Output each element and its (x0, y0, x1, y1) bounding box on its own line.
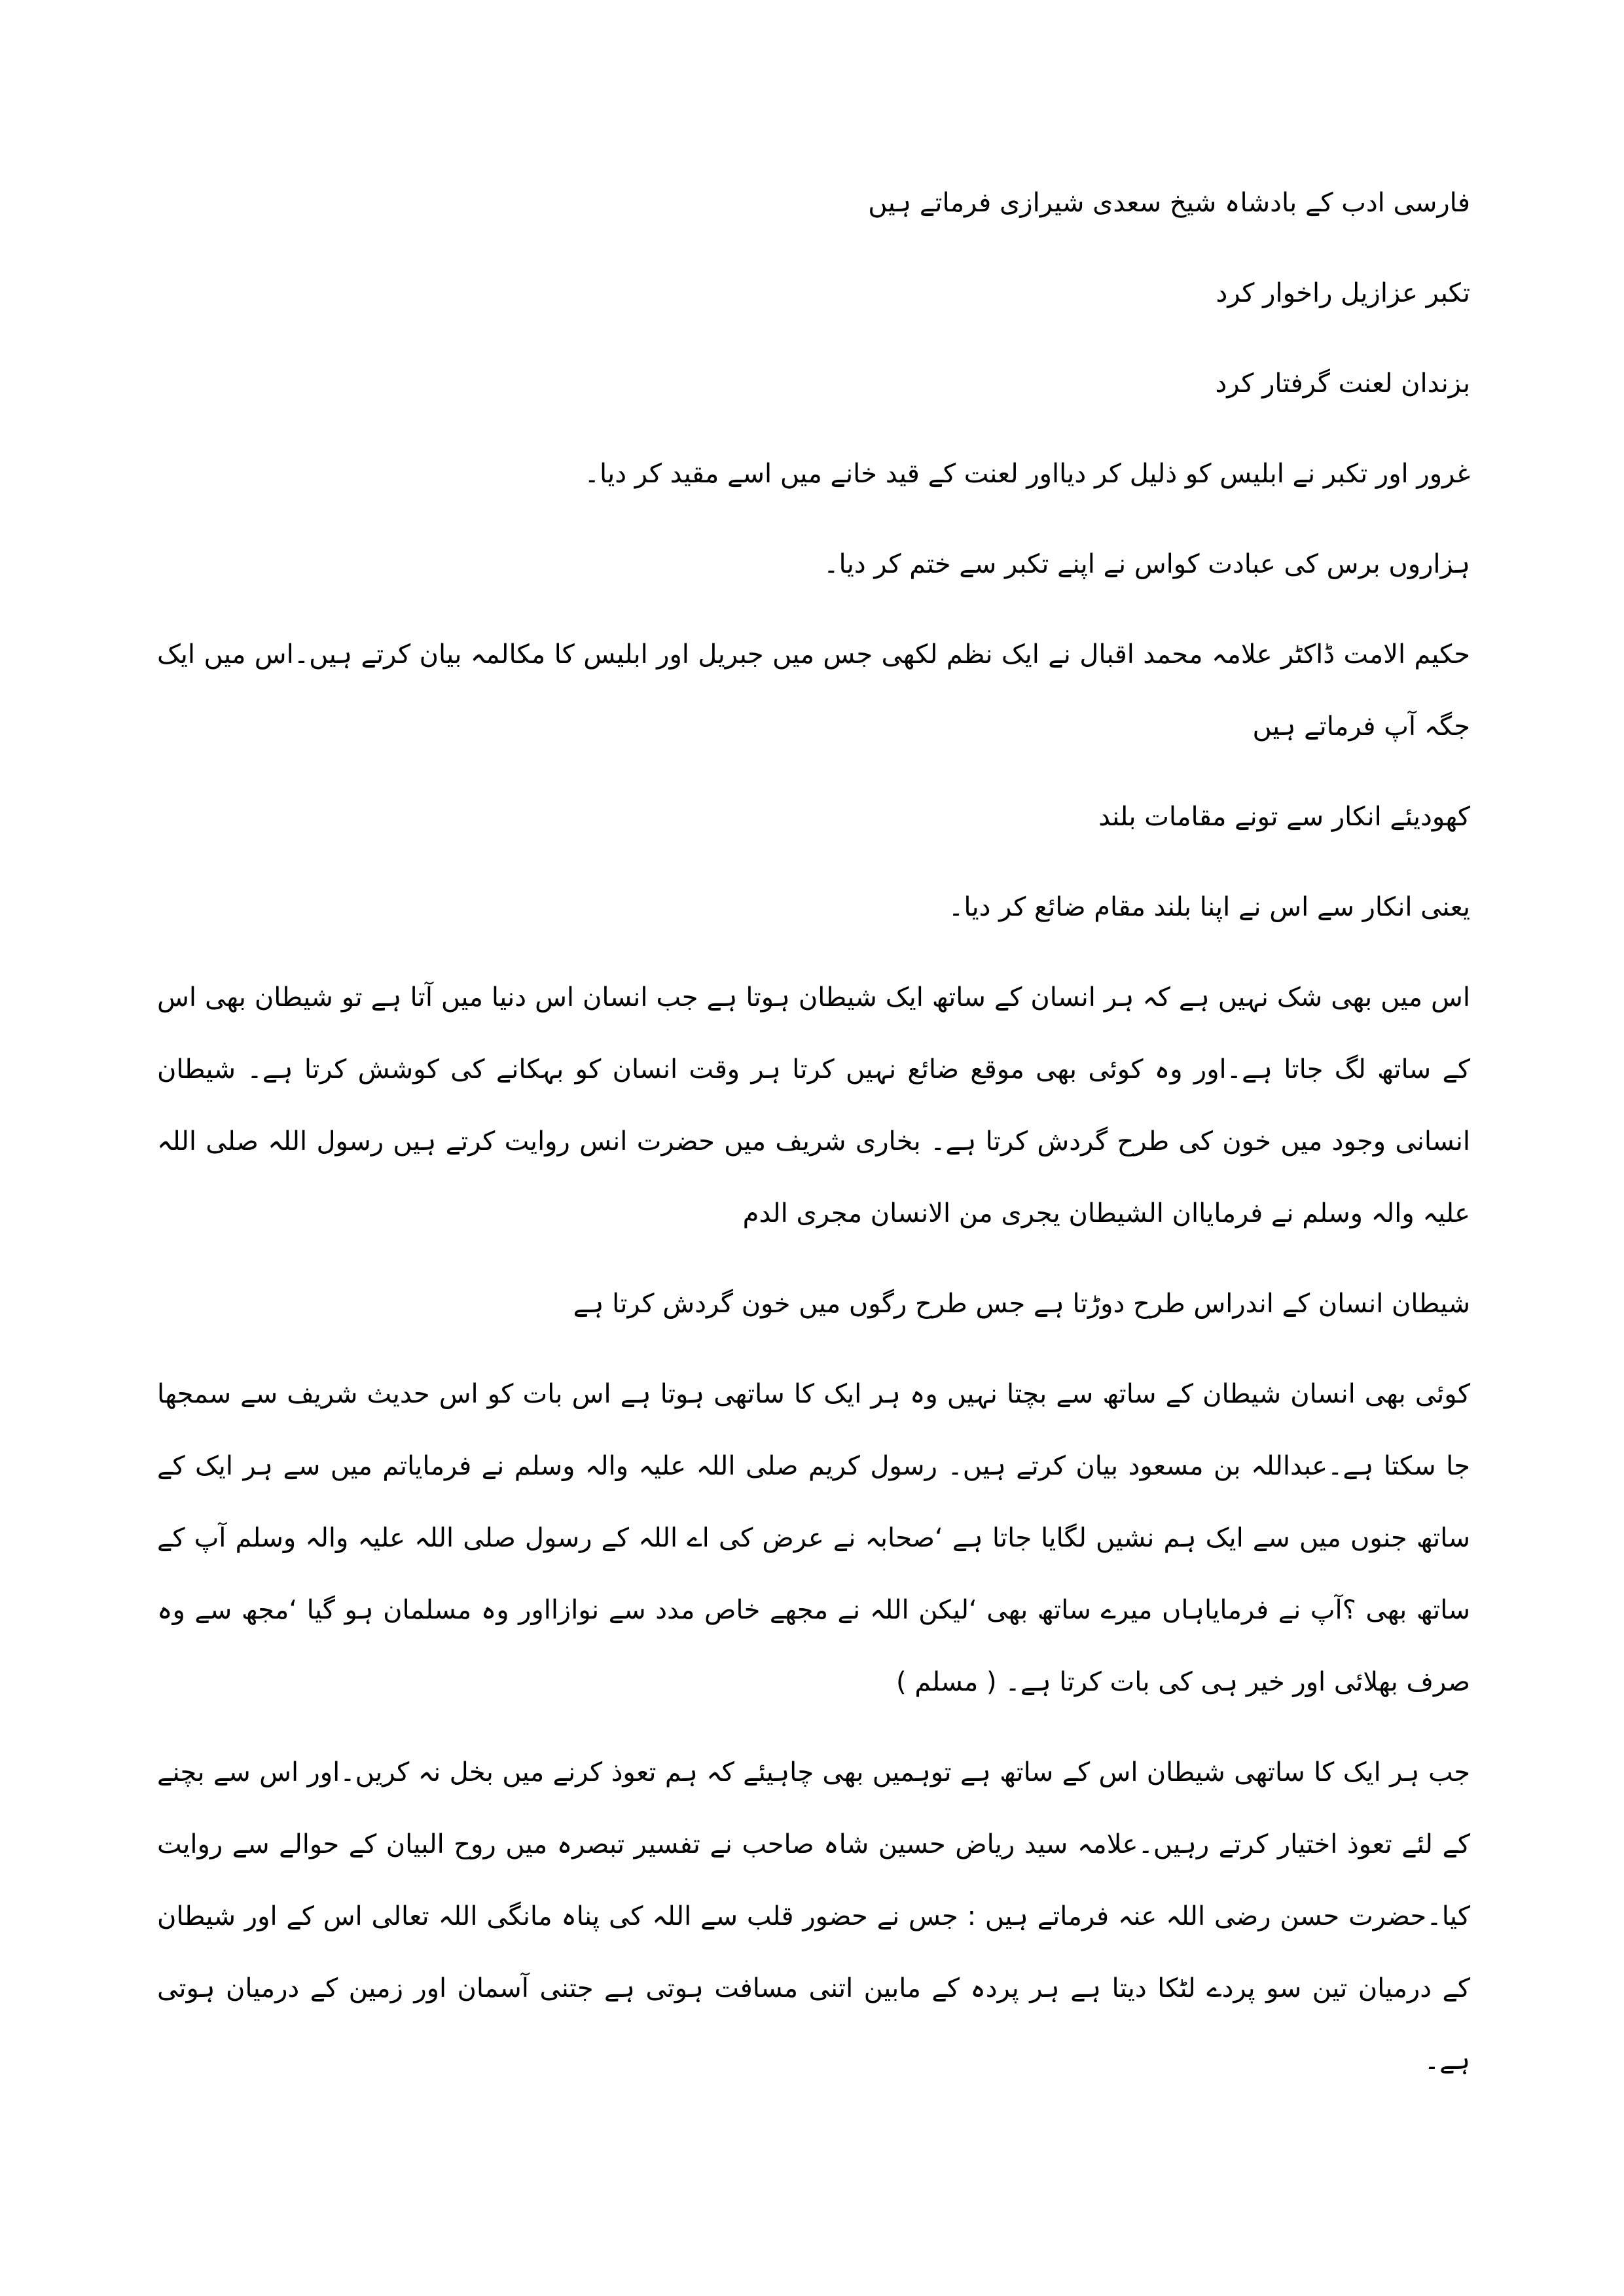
verse-line-1: تکبر عزازیل راخوار کرد (1216, 278, 1470, 308)
paragraph-iqbal-intro: حکیم الامت ڈاکٹر علامہ محمد اقبال نے ایک نظم لکھی جس میں جبریل اور ابلیس کا مکالمہ بیان کرتے ہیں۔اس میں ایک جگہ آپ فرماتے ہیں (157, 639, 1470, 742)
paragraph-shaitan-companion: اس میں بھی شک نہیں ہے کہ ہر انسان کے ساتھ ایک شیطان ہوتا ہے جب انسان اس دنیا میں آتا ہے تو شیطان بھی اس کے ساتھ لگ جاتا ہے۔اور وہ کوئی بھی موقع ضائع نہیں کرتا ہر وقت انسان کو بہکانے کی کوشش کرتا ہے۔ شیطان انسانی وجود میں خون کی طرح گردش کرتا ہے۔ بخاری شریف میں حضرت انس روایت کرتے ہیں رسول اللہ صلی اللہ علیہ والہ وسلم نے فرمایاان الشیطان یجری من الانسان مجری الدم (157, 982, 1470, 1229)
paragraph-hadith-translation: شیطان انسان کے اندراس طرح دوڑتا ہے جس طرح رگوں میں خون گردش کرتا ہے (573, 1289, 1470, 1319)
paragraph-muslim-hadith: کوئی بھی انسان شیطان کے ساتھ سے بچتا نہیں وہ ہر ایک کا ساتھی ہوتا ہے اس بات کو اس حدیث شریف سے سمجھا جا سکتا ہے۔عبداللہ بن مسعود بیان کرتے ہیں۔ رسول کریم صلی اللہ علیہ والہ وسلم نے فرمایاتم میں سے ہر ایک کے ساتھ جنوں میں سے ایک ہم نشیں لگایا جاتا ہے ‘صحابہ نے عرض کی اے اللہ کے رسول صلی اللہ علیہ والہ وسلم آپ کے ساتھ بھی ؟آپ نے فرمایاہاں میرے ساتھ بھی ‘لیکن اللہ نے مجھے خاص مدد سے نوازااور وہ مسلمان ہو گیا ‘مجھ سے وہ صرف بھلائی اور خیر ہی کی بات کرتا ہے۔ ( مسلم ) (157, 1379, 1470, 1697)
document-body (157, 167, 1470, 2115)
paragraph-iqbal-explanation: یعنی انکار سے اس نے اپنا بلند مقام ضائع کر دیا۔ (948, 892, 1470, 922)
paragraph-worship-lost: ہزاروں برس کی عبادت کواس نے اپنے تکبر سے ختم کر دیا۔ (823, 549, 1470, 579)
paragraph-pride-explanation: غرور اور تکبر نے ابلیس کو ذلیل کر دیااور لعنت کے قید خانے میں اسے مقید کر دیا۔ (584, 459, 1470, 489)
paragraph-saadi-intro: فارسی ادب کے بادشاہ شیخ سعدی شیرازی فرماتے ہیں (868, 188, 1470, 218)
verse-line-2: بزندان لعنت گرفتار کرد (1215, 368, 1470, 399)
paragraph-taawwuz: جب ہر ایک کا ساتھی شیطان اس کے ساتھ ہے توہمیں بھی چاہیئے کہ ہم تعوذ کرنے میں بخل نہ کریں۔اور اس سے بچنے کے لئے تعوذ اختیار کرتے رہیں۔علامہ سید ریاض حسین شاہ صاحب نے تفسیر تبصرہ میں روح البیان کے حوالے سے روایت کیا۔حضرت حسن رضی اللہ عنہ فرماتے ہیں : جس نے حضور قلب سے اللہ کی پناہ مانگی اللہ تعالی اس کے اور شیطان کے درمیان تین سو پردے لٹکا دیتا ہے ہر پردہ کے مابین اتنی مسافت ہوتی ہے جتنی آسمان اور زمین کے درمیان ہوتی ہے۔ (157, 1757, 1470, 2075)
verse-iqbal: کھودیئے انکار سے تونے مقامات بلند (1098, 802, 1470, 832)
